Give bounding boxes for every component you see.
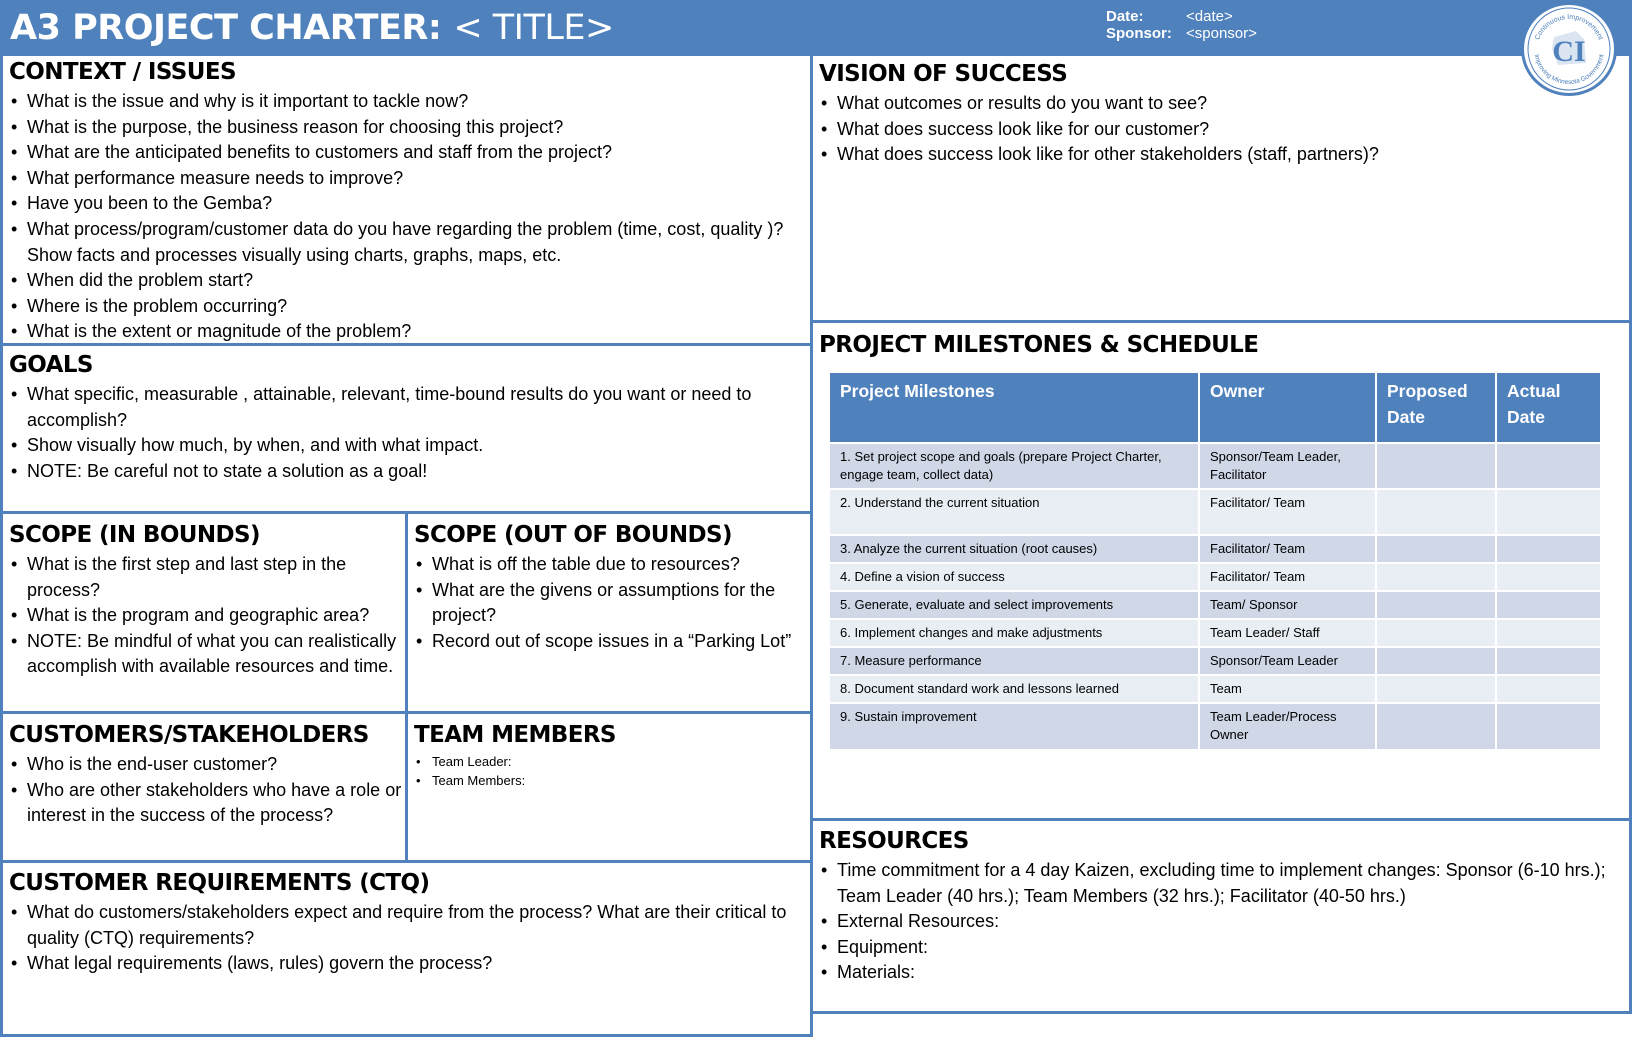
- proposed-date-cell[interactable]: [1376, 443, 1496, 489]
- continuous-improvement-logo: [1521, 2, 1617, 96]
- list-item: • What is the issue and why is it important to tackle now?: [9, 89, 810, 115]
- list-item: • NOTE: Be mindful of what you can realistically accomplish with available resources and time.: [9, 629, 405, 680]
- actual-date-cell[interactable]: [1496, 703, 1600, 749]
- table-row: [830, 703, 1600, 749]
- milestones-heading: PROJECT MILESTONES & SCHEDULE: [819, 332, 1259, 358]
- milestone-cell: 2. Understand the current situation: [830, 489, 1199, 535]
- column-header-actual-date: Actual Date: [1496, 373, 1600, 443]
- column-header-owner: Owner: [1199, 373, 1376, 443]
- date-value[interactable]: <date>: [1186, 8, 1233, 25]
- team-members-list: [414, 752, 810, 790]
- milestones-table-body: [830, 443, 1600, 749]
- list-item: • Time commitment for a 4 day Kaizen, excluding time to implement changes: Sponsor (6-10 hrs.); Team Leader (40 hrs.); Team Members (32 hrs.); Facilitator (40-50 hrs.): [819, 858, 1629, 909]
- scope-in-list: [9, 552, 405, 680]
- table-row: [830, 563, 1600, 591]
- context-issues-heading: CONTEXT / ISSUES: [9, 59, 236, 85]
- customers-stakeholders-section: [0, 711, 408, 863]
- scope-in-section: [0, 511, 408, 714]
- table-row: [830, 535, 1600, 563]
- list-item: • What is the program and geographic area?: [9, 603, 405, 629]
- scope-out-section: [405, 511, 813, 714]
- goals-list: [9, 382, 810, 484]
- resources-section: [810, 818, 1632, 1014]
- customers-stakeholders-list: [9, 752, 405, 829]
- sponsor-label: Sponsor:: [1106, 25, 1172, 42]
- column-header-milestones: Project Milestones: [830, 373, 1199, 443]
- milestones-table: [830, 373, 1600, 749]
- owner-cell[interactable]: Facilitator/ Team: [1199, 563, 1376, 591]
- vision-of-success-heading: VISION OF SUCCESS: [819, 61, 1068, 87]
- page-title: [10, 8, 614, 48]
- proposed-date-cell[interactable]: [1376, 619, 1496, 647]
- scope-out-heading: SCOPE (OUT OF BOUNDS): [414, 522, 732, 548]
- logo-mark: CI: [1552, 35, 1586, 68]
- scope-in-heading: SCOPE (IN BOUNDS): [9, 522, 260, 548]
- list-item: • What legal requirements (laws, rules) govern the process?: [9, 951, 810, 977]
- table-row: [830, 619, 1600, 647]
- list-item: • Team Members:: [414, 771, 810, 790]
- list-item: • What do customers/stakeholders expect and require from the process? What are their critical to quality (CTQ) requirements?: [9, 900, 810, 951]
- list-item: • Show visually how much, by when, and with what impact.: [9, 433, 810, 459]
- logo-ring-text-top: Continuous Improvement: [1534, 13, 1604, 42]
- vision-of-success-section: [810, 53, 1632, 323]
- resources-list: [819, 858, 1629, 986]
- title-placeholder[interactable]: < TITLE>: [453, 8, 614, 48]
- table-row: [830, 443, 1600, 489]
- team-members-heading: TEAM MEMBERS: [414, 722, 616, 748]
- header-meta: [1106, 8, 1257, 42]
- customer-requirements-heading: CUSTOMER REQUIREMENTS (CTQ): [9, 870, 430, 896]
- actual-date-cell[interactable]: [1496, 535, 1600, 563]
- date-label: Date:: [1106, 8, 1144, 25]
- logo-ring-text-bottom: Improving Minnesota Government: [1532, 53, 1606, 87]
- resources-heading: RESOURCES: [819, 828, 969, 854]
- milestones-header-row: [830, 373, 1600, 443]
- logo-graphic: [1524, 5, 1614, 93]
- owner-cell[interactable]: Team Leader/Process Owner: [1199, 703, 1376, 749]
- actual-date-cell[interactable]: [1496, 443, 1600, 489]
- goals-heading: GOALS: [9, 352, 93, 378]
- milestone-cell: 3. Analyze the current situation (root causes): [830, 535, 1199, 563]
- list-item: • NOTE: Be careful not to state a solution as a goal!: [9, 459, 810, 485]
- customer-requirements-section: [0, 860, 813, 1037]
- list-item: • Materials:: [819, 960, 1629, 986]
- owner-cell[interactable]: Team: [1199, 675, 1376, 703]
- customers-stakeholders-heading: CUSTOMERS/STAKEHOLDERS: [9, 722, 369, 748]
- owner-cell[interactable]: Facilitator/ Team: [1199, 489, 1376, 535]
- proposed-date-cell[interactable]: [1376, 591, 1496, 619]
- team-members-section: [405, 711, 813, 863]
- list-item: • What are the givens or assumptions for the project?: [414, 578, 810, 629]
- list-item: • Have you been to the Gemba?: [9, 191, 810, 217]
- column-header-proposed-date: Proposed Date: [1376, 373, 1496, 443]
- proposed-date-cell[interactable]: [1376, 489, 1496, 535]
- list-item: • Who is the end-user customer?: [9, 752, 405, 778]
- milestone-cell: 5. Generate, evaluate and select improvements: [830, 591, 1199, 619]
- context-issues-list: [9, 89, 810, 345]
- list-item: • What is the extent or magnitude of the problem?: [9, 319, 810, 345]
- owner-cell[interactable]: Sponsor/Team Leader: [1199, 647, 1376, 675]
- list-item: • Team Leader:: [414, 752, 810, 771]
- proposed-date-cell[interactable]: [1376, 535, 1496, 563]
- list-item: • What specific, measurable , attainable, relevant, time-bound results do you want or need to accomplish?: [9, 382, 810, 433]
- list-item: • What outcomes or results do you want to see?: [819, 91, 1629, 117]
- context-issues-section: [0, 53, 813, 346]
- milestone-cell: 1. Set project scope and goals (prepare Project Charter, engage team, collect data): [830, 443, 1199, 489]
- actual-date-cell[interactable]: [1496, 619, 1600, 647]
- actual-date-cell[interactable]: [1496, 489, 1600, 535]
- actual-date-cell[interactable]: [1496, 675, 1600, 703]
- table-row: [830, 647, 1600, 675]
- milestones-section: [810, 320, 1632, 821]
- owner-cell[interactable]: Team/ Sponsor: [1199, 591, 1376, 619]
- list-item: • What are the anticipated benefits to customers and staff from the project?: [9, 140, 810, 166]
- goals-section: [0, 343, 813, 514]
- list-item: • Record out of scope issues in a “Parking Lot”: [414, 629, 810, 655]
- milestone-cell: 8. Document standard work and lessons learned: [830, 675, 1199, 703]
- proposed-date-cell[interactable]: [1376, 563, 1496, 591]
- table-row: [830, 591, 1600, 619]
- title-text: A3 PROJECT CHARTER:: [10, 8, 442, 48]
- vision-of-success-list: [819, 91, 1629, 168]
- list-item: • What does success look like for other stakeholders (staff, partners)?: [819, 142, 1629, 168]
- actual-date-cell[interactable]: [1496, 647, 1600, 675]
- header-bar: [0, 0, 1632, 56]
- list-item: • What is off the table due to resources?: [414, 552, 810, 578]
- actual-date-cell[interactable]: [1496, 563, 1600, 591]
- proposed-date-cell[interactable]: [1376, 703, 1496, 749]
- proposed-date-cell[interactable]: [1376, 647, 1496, 675]
- sponsor-value[interactable]: <sponsor>: [1186, 25, 1257, 42]
- table-row: [830, 675, 1600, 703]
- list-item: • When did the problem start?: [9, 268, 810, 294]
- scope-out-list: [414, 552, 810, 654]
- list-item: • What does success look like for our customer?: [819, 117, 1629, 143]
- actual-date-cell[interactable]: [1496, 591, 1600, 619]
- list-item: • Equipment:: [819, 935, 1629, 961]
- milestone-cell: 9. Sustain improvement: [830, 703, 1199, 749]
- list-item: • What performance measure needs to improve?: [9, 166, 810, 192]
- owner-cell[interactable]: Sponsor/Team Leader, Facilitator: [1199, 443, 1376, 489]
- milestone-cell: 7. Measure performance: [830, 647, 1199, 675]
- owner-cell[interactable]: Facilitator/ Team: [1199, 535, 1376, 563]
- owner-cell[interactable]: Team Leader/ Staff: [1199, 619, 1376, 647]
- list-item: • External Resources:: [819, 909, 1629, 935]
- list-item: • What process/program/customer data do you have regarding the problem (time, cost, quality )? Show facts and processes visually using charts, graphs, maps, etc.: [9, 217, 810, 268]
- proposed-date-cell[interactable]: [1376, 675, 1496, 703]
- list-item: • What is the first step and last step in the process?: [9, 552, 405, 603]
- milestone-cell: 6. Implement changes and make adjustments: [830, 619, 1199, 647]
- list-item: • What is the purpose, the business reason for choosing this project?: [9, 115, 810, 141]
- table-row: [830, 489, 1600, 535]
- list-item: • Where is the problem occurring?: [9, 294, 810, 320]
- milestone-cell: 4. Define a vision of success: [830, 563, 1199, 591]
- customer-requirements-list: [9, 900, 810, 977]
- list-item: • Who are other stakeholders who have a role or interest in the success of the process?: [9, 778, 405, 829]
